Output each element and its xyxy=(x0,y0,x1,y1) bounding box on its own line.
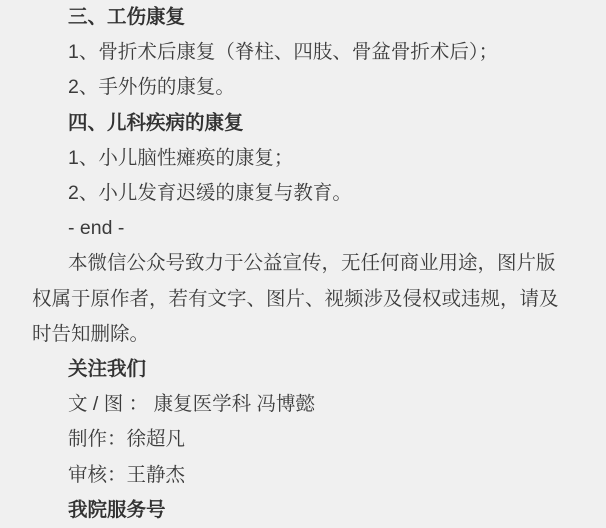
section-heading: 三、工伤康复 xyxy=(68,6,186,28)
paragraph: 文 / 图 ： 康复医学科 冯博懿 xyxy=(68,393,316,416)
section-heading: 我院服务号 xyxy=(68,498,166,521)
paragraph: 制作：徐超凡 xyxy=(68,428,186,451)
section-heading: 四、儿科疾病的康复 xyxy=(68,111,244,134)
paragraph: 1、小儿脑性瘫痪的康复； xyxy=(68,146,294,169)
paragraph: 2、小儿发育迟缓的康复与教育。 xyxy=(68,182,352,205)
paragraph: 本微信公众号致力于公益宣传，无任何商业用途，图片版权属于原作者，若有文字、图片、视频涉及侵权或违规，请及时告知删除。 xyxy=(32,252,559,345)
section-heading: 关注我们 xyxy=(68,358,147,381)
paragraph: 1、骨折术后康复（脊柱、四肢、骨盆骨折术后）； xyxy=(68,41,499,64)
paragraph: 审核：王静杰 xyxy=(68,463,186,486)
paragraph: - end - xyxy=(68,217,125,240)
paragraph: 2、手外伤的康复。 xyxy=(68,76,235,99)
